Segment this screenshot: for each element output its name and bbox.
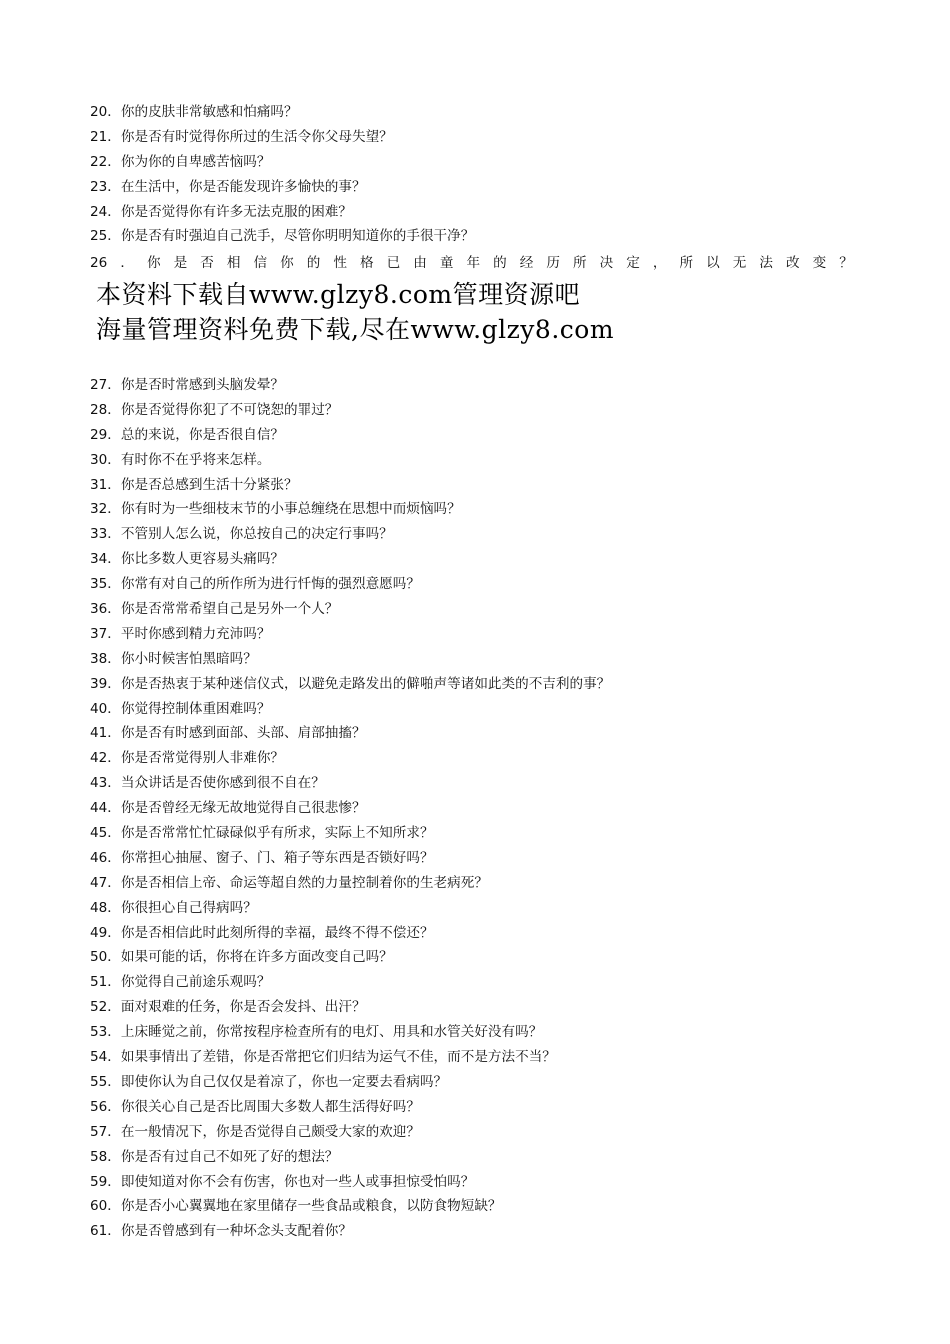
question-item: 30．有时你不在乎将来怎样。 <box>90 451 271 468</box>
question-item: 56．你很关心自己是否比周围大多数人都生活得好吗？ <box>90 1098 420 1115</box>
question-item: 54．如果事情出了差错，你是否常把它们归结为运气不佳，而不是方法不当？ <box>90 1049 556 1066</box>
question-item: 20．你的皮肤非常敏感和怕痛吗？ <box>90 104 298 120</box>
question-item: 42．你是否常觉得别人非难你？ <box>90 750 285 767</box>
question-item: 21．你是否有时觉得你所过的生活令你父母失望？ <box>90 128 393 145</box>
watermark-line-1: 本资料下载自www.glzy8.com管理资源吧 <box>96 280 581 309</box>
question-26-char: 相 <box>226 255 241 271</box>
question-item: 24．你是否觉得你有许多无法克服的困难？ <box>90 203 352 220</box>
question-item: 45．你是否常常忙忙碌碌似乎有所求，实际上不知所求？ <box>90 825 434 842</box>
question-26-char: ， <box>652 255 667 271</box>
question-list-bottom <box>90 373 880 1244</box>
question-item: 37．平时你感到精力充沛吗？ <box>90 625 271 642</box>
question-26-char: 法 <box>759 255 773 271</box>
question-item: 59．即使知道对你不会有伤害，你也对一些人或事担惊受怕吗？ <box>90 1173 475 1190</box>
question-26-char: 你 <box>280 255 294 271</box>
question-26-char: 年 <box>466 255 481 271</box>
question-item: 48．你很担心自己得病吗？ <box>90 899 257 916</box>
question-item: 55．即使你认为自己仅仅是着凉了，你也一定要去看病吗？ <box>90 1073 448 1090</box>
question-item: 29．总的来说，你是否很自信？ <box>90 426 285 443</box>
question-list-top <box>90 100 880 249</box>
question-item: 31．你是否总感到生活十分紧张？ <box>90 476 298 493</box>
question-26-char: 所 <box>679 255 694 271</box>
question-item: 34．你比多数人更容易头痛吗？ <box>90 551 285 568</box>
question-item: 44．你是否曾经无缘无故地觉得自己很悲惨？ <box>90 800 366 817</box>
question-item: 27．你是否时常感到头脑发晕？ <box>90 377 285 393</box>
question-26-char: 经 <box>519 255 534 271</box>
question-26-char: 的 <box>306 255 321 271</box>
question-item: 23．在生活中，你是否能发现许多愉快的事？ <box>90 178 366 195</box>
question-26-char: 你 <box>146 255 161 271</box>
question-item: 58．你是否有过自己不如死了好的想法？ <box>90 1148 339 1165</box>
question-item: 33．不管别人怎么说，你总按自己的决定行事吗？ <box>90 526 393 543</box>
question-26-char: 的 <box>493 255 507 271</box>
question-26-char: 26 <box>90 255 108 271</box>
question-item: 32．你有时为一些细枝末节的小事总缠绕在思想中而烦恼吗？ <box>90 501 461 518</box>
question-item: 39．你是否热衷于某种迷信仪式，以避免走路发出的僻啪声等诸如此类的不吉利的事？ <box>90 675 611 692</box>
question-item: 35．你常有对自己的所作所为进行忏悔的强烈意愿吗？ <box>90 576 420 593</box>
question-26-char: 童 <box>439 255 454 271</box>
question-26-char: 定 <box>626 255 640 271</box>
question-26-char: 否 <box>200 255 214 271</box>
question-26-char: 是 <box>173 255 188 271</box>
question-26-char: 以 <box>706 255 720 271</box>
question-26-char: 已 <box>386 255 401 271</box>
question-item: 50．如果可能的话，你将在许多方面改变自己吗？ <box>90 949 393 966</box>
question-26-char: 无 <box>732 255 747 271</box>
watermark-line-2: 海量管理资料免费下载,尽在www.glzy8.com <box>96 315 615 344</box>
question-item: 36．你是否常常希望自己是另外一个人？ <box>90 601 339 618</box>
question-26-char: 信 <box>253 255 268 271</box>
question-item: 60．你是否小心翼翼地在家里储存一些食品或粮食，以防食物短缺？ <box>90 1198 502 1215</box>
question-26-char: ． <box>120 255 134 271</box>
question-item: 22．你为你的自卑感苦恼吗？ <box>90 153 271 170</box>
question-26-char: 决 <box>599 255 614 271</box>
question-item: 51．你觉得自己前途乐观吗？ <box>90 974 271 991</box>
question-item: 28．你是否觉得你犯了不可饶恕的罪过？ <box>90 401 339 418</box>
question-item: 47．你是否相信上帝、命运等超自然的力量控制着你的生老病死？ <box>90 874 488 891</box>
question-26-char: 性 <box>333 255 347 271</box>
question-item: 38．你小时候害怕黑暗吗？ <box>90 650 257 667</box>
question-26-char: 改 <box>785 255 800 271</box>
question-26-char: 所 <box>572 255 587 271</box>
question-item: 49．你是否相信此时此刻所得的幸福，最终不得不偿还？ <box>90 924 434 941</box>
question-item: 40．你觉得控制体重困难吗？ <box>90 700 271 717</box>
question-26-char: 格 <box>359 255 374 271</box>
question-item: 57．在一般情况下，你是否觉得自己颇受大家的欢迎？ <box>90 1123 420 1140</box>
question-26-char: ？ <box>839 255 853 271</box>
question-26-char: 变 <box>812 255 827 271</box>
question-26-char: 历 <box>546 255 560 271</box>
question-26-justified <box>90 250 853 276</box>
question-item: 52．面对艰难的任务，你是否会发抖、出汗？ <box>90 999 366 1016</box>
question-item: 53．上床睡觉之前，你常按程序检查所有的电灯、用具和水管关好没有吗？ <box>90 1024 543 1041</box>
question-26-char: 由 <box>413 255 427 271</box>
question-item: 25．你是否有时强迫自己洗手，尽管你明明知道你的手很干净？ <box>90 228 475 245</box>
question-item: 61．你是否曾感到有一种坏念头支配着你？ <box>90 1223 352 1240</box>
question-item: 41．你是否有时感到面部、头部、肩部抽搐？ <box>90 725 366 742</box>
question-item: 46．你常担心抽屉、窗子、门、箱子等东西是否锁好吗？ <box>90 849 434 866</box>
question-item: 43．当众讲话是否使你感到很不自在？ <box>90 775 325 792</box>
